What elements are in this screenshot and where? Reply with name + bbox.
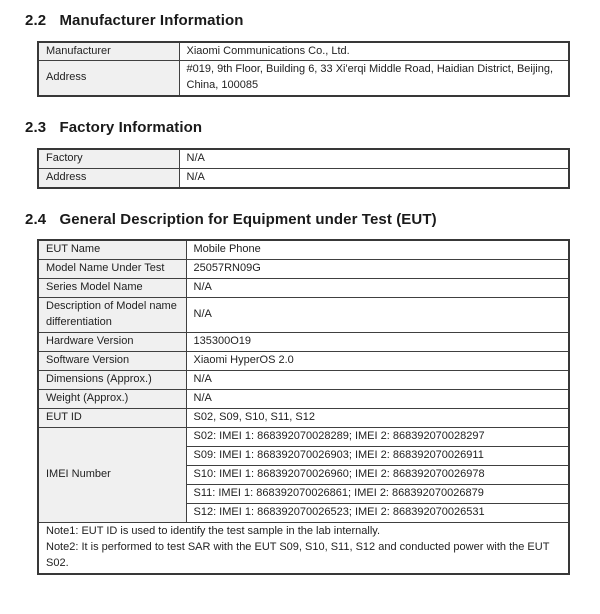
section-number: 2.3 — [25, 119, 47, 137]
section-number: 2.2 — [25, 12, 47, 29]
table-row — [38, 333, 569, 352]
row-label: EUT ID — [38, 409, 186, 428]
section-heading-eut — [25, 212, 570, 229]
table-row — [38, 298, 569, 333]
row-label: Factory — [38, 149, 179, 168]
imei-label: IMEI Number — [38, 428, 186, 523]
row-value: N/A — [179, 149, 569, 168]
table-row — [38, 168, 569, 187]
imei-value: S02: IMEI 1: 868392070028289; IMEI 2: 868392070028297 — [186, 428, 569, 447]
section-eut — [25, 212, 570, 575]
table-row — [38, 240, 569, 259]
eut-table — [37, 239, 570, 575]
table-row — [38, 352, 569, 371]
row-label: Address — [38, 168, 179, 187]
section-number: 2.4 — [25, 210, 47, 228]
section-manufacturer — [25, 13, 570, 97]
row-value: 135300O19 — [186, 333, 569, 352]
imei-value: S09: IMEI 1: 868392070026903; IMEI 2: 868392070026911 — [186, 447, 569, 466]
imei-value: S10: IMEI 1: 868392070026960; IMEI 2: 868392070026978 — [186, 466, 569, 485]
table-row — [38, 390, 569, 409]
row-value: N/A — [186, 298, 569, 333]
table-row — [38, 260, 569, 279]
notes-cell — [38, 523, 569, 574]
row-value: Xiaomi HyperOS 2.0 — [186, 352, 569, 371]
row-value: N/A — [186, 371, 569, 390]
table-row — [38, 409, 569, 428]
table-row — [38, 149, 569, 168]
row-label: Software Version — [38, 352, 186, 371]
note-2: Note2: It is performed to test SAR with the EUT S09, S10, S11, S12 and conducted power with the EUT S02. — [46, 540, 550, 569]
row-value: S02, S09, S10, S11, S12 — [186, 409, 569, 428]
row-value: Xiaomi Communications Co., Ltd. — [179, 42, 569, 61]
section-heading-factory — [25, 120, 570, 137]
row-value: N/A — [186, 390, 569, 409]
table-row — [38, 42, 569, 61]
row-label: Series Model Name — [38, 279, 186, 298]
factory-table — [37, 148, 570, 189]
row-label: Address — [38, 61, 179, 96]
row-value: 25057RN09G — [186, 260, 569, 279]
row-label: Hardware Version — [38, 333, 186, 352]
row-value: N/A — [186, 279, 569, 298]
note-1: Note1: EUT ID is used to identify the test sample in the lab internally. — [46, 525, 381, 537]
section-title: General Description for Equipment under Test (EUT) — [59, 210, 437, 228]
imei-value: S11: IMEI 1: 868392070026861; IMEI 2: 868392070026879 — [186, 485, 569, 504]
row-value: #019, 9th Floor, Building 6, 33 Xi'erqi Middle Road, Haidian District, Beijing, China, 100085 — [179, 61, 569, 96]
table-row-imei — [38, 428, 569, 447]
row-value: Mobile Phone — [186, 240, 569, 259]
table-row — [38, 279, 569, 298]
row-label: EUT Name — [38, 240, 186, 259]
table-row — [38, 61, 569, 96]
section-title: Factory Information — [59, 119, 203, 137]
imei-value: S12: IMEI 1: 868392070026523; IMEI 2: 868392070026531 — [186, 504, 569, 523]
table-row-notes — [38, 523, 569, 574]
manufacturer-table — [37, 41, 570, 98]
section-factory — [25, 120, 570, 188]
row-label: Model Name Under Test — [38, 260, 186, 279]
row-label: Description of Model name differentiation — [38, 298, 186, 333]
row-label: Dimensions (Approx.) — [38, 371, 186, 390]
table-row — [38, 371, 569, 390]
row-label: Manufacturer — [38, 42, 179, 61]
section-title: Manufacturer Information — [59, 12, 244, 29]
row-label: Weight (Approx.) — [38, 390, 186, 409]
section-heading-manufacturer — [25, 13, 570, 30]
row-value: N/A — [179, 168, 569, 187]
